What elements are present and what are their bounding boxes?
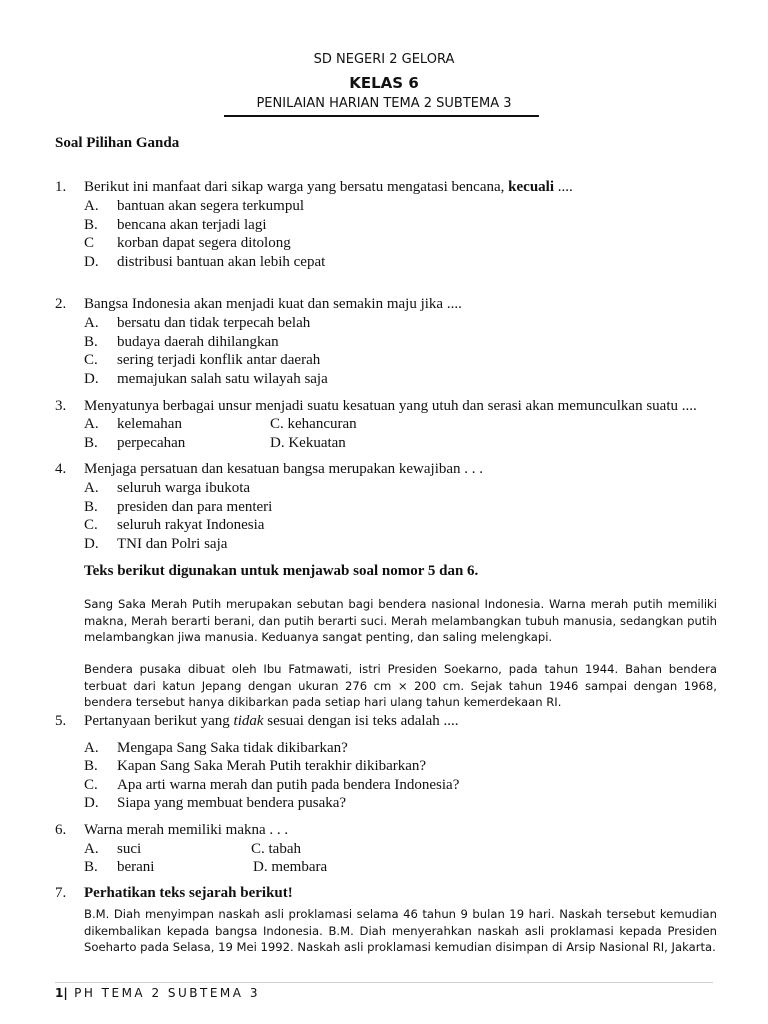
option-letter: B. (84, 217, 98, 233)
question-4 (55, 461, 483, 478)
option-text: seluruh rakyat Indonesia (117, 517, 265, 533)
option-text: perpecahan (117, 435, 186, 451)
option-letter: D. (84, 795, 99, 811)
option-2a (84, 315, 310, 332)
option-text: TNI dan Polri saja (117, 536, 228, 552)
question-tail: sesuai dengan isi teks adalah .... (263, 713, 459, 729)
option-letter: A. (84, 315, 99, 331)
option-letter: D. (84, 254, 99, 270)
option-1c (84, 235, 291, 252)
option-text: Siapa yang membuat bendera pusaka? (117, 795, 347, 811)
option-text: korban dapat segera ditolong (117, 235, 291, 251)
question-text: Pertanyaan berikut yang (84, 713, 234, 729)
option-5d (84, 795, 346, 812)
option-letter: A. (84, 198, 99, 214)
question-number: 4. (55, 461, 67, 477)
option-4d (84, 536, 227, 553)
question-number: 5. (55, 713, 67, 729)
option-text: seluruh warga ibukota (117, 480, 251, 496)
option-letter: A. (84, 480, 99, 496)
option-text: berani (117, 859, 155, 875)
option-1a (84, 198, 304, 215)
option-2d (84, 371, 328, 388)
passage-paragraph-1: Sang Saka Merah Putih merupakan sebutan bagi bendera nasional Indonesia. Warna merah putih memiliki makna, Merah berarti berani, dan putih berarti suci. Merah melambangkan tubuh manusia, sedangkan putih melambangkan jiwa manusia. Keduanya sangat penting, dan saling melengkapi. (84, 597, 717, 644)
footer-label: PH TEMA 2 SUBTEMA 3 (74, 986, 260, 1000)
option-letter: B. (84, 758, 98, 774)
option-6c: C. tabah (251, 841, 301, 857)
option-text: Apa arti warna merah dan putih pada bendera Indonesia? (117, 777, 460, 793)
footer-divider (55, 982, 713, 983)
page-footer (55, 986, 260, 1000)
option-5b (84, 758, 426, 775)
option-text: bencana akan terjadi lagi (117, 217, 267, 233)
question-7 (55, 885, 293, 902)
option-4b (84, 499, 272, 516)
option-6d: D. membara (253, 859, 328, 875)
option-text: Kapan Sang Saka Merah Putih terakhir dikibarkan? (117, 758, 427, 774)
option-letter: C. (84, 352, 98, 368)
option-letter: D. (84, 536, 99, 552)
option-6b (84, 859, 154, 876)
class-title: KELAS 6 (349, 74, 419, 92)
option-2c (84, 352, 320, 369)
question-5 (55, 713, 458, 730)
option-text: distribusi bantuan akan lebih cepat (117, 254, 326, 270)
option-5a (84, 740, 348, 757)
question-text: Perhatikan teks sejarah berikut! (84, 885, 293, 901)
option-letter: B. (84, 435, 98, 451)
option-6a (84, 841, 141, 858)
option-letter: A. (84, 740, 99, 756)
question-emphasis: tidak (233, 713, 264, 729)
history-passage: B.M. Diah menyimpan naskah asli proklamasi selama 46 tahun 9 bulan 19 hari. Naskah tersebut kemudian dikembalikan kepada bangsa Indonesia. B.M. Diah menyerahkan naskah asli proklamasi kepada Presiden Soeharto pada Selasa, 19 Mei 1992. Naskah asli proklamasi kemudian disimpan di Arsip Nasional RI, Jakarta. (84, 907, 717, 954)
question-number: 2. (55, 296, 67, 312)
option-letter: A. (84, 841, 99, 857)
option-text: bantuan akan segera terkumpul (117, 198, 305, 214)
question-emphasis: kecuali (508, 179, 554, 195)
section-title: Soal Pilihan Ganda (55, 135, 180, 151)
option-letter: C. (84, 517, 98, 533)
question-number: 3. (55, 398, 67, 414)
option-3b (84, 435, 185, 452)
question-text: Menjaga persatuan dan kesatuan bangsa merupakan kewajiban . . . (84, 461, 484, 477)
page-number: 1 (55, 986, 64, 1000)
option-4c (84, 517, 264, 534)
option-text: presiden dan para menteri (117, 499, 273, 515)
question-text: Warna merah memiliki makna . . . (84, 822, 289, 838)
option-letter: D. (84, 371, 99, 387)
question-3 (55, 398, 697, 415)
question-number: 1. (55, 179, 67, 195)
exam-title: PENILAIAN HARIAN TEMA 2 SUBTEMA 3 (256, 96, 512, 111)
passage-paragraph-2: Bendera pusaka dibuat oleh Ibu Fatmawati, istri Presiden Soekarno, pada tahun 1944. Bahan bendera terbuat dari katun Jepang dengan ukuran 276 cm × 200 cm. Sejak tahun 1946 sampai dengan 1968, bendera tersebut hanya dikibarkan pada setiap hari ulang tahun kemerdekaan RI. (84, 662, 717, 709)
option-letter: C. (84, 777, 98, 793)
option-text: kelemahan (117, 416, 182, 432)
option-text: bersatu dan tidak terpecah belah (117, 315, 311, 331)
option-text: suci (117, 841, 142, 857)
option-letter: B. (84, 334, 98, 350)
question-text: Berikut ini manfaat dari sikap warga yang bersatu mengatasi bencana, (84, 179, 509, 195)
option-text: budaya daerah dihilangkan (117, 334, 279, 350)
option-text: memajukan salah satu wilayah saja (117, 371, 328, 387)
question-number: 6. (55, 822, 67, 838)
option-letter: B. (84, 499, 98, 515)
option-4a (84, 480, 250, 497)
option-3a (84, 416, 182, 433)
option-1d (84, 254, 325, 271)
option-letter: B. (84, 859, 98, 875)
option-letter: C (84, 235, 95, 251)
footer-separator: | (63, 986, 68, 1000)
option-letter: A. (84, 416, 99, 432)
question-1 (55, 179, 573, 196)
option-1b (84, 217, 267, 234)
option-text: Mengapa Sang Saka tidak dikibarkan? (117, 740, 348, 756)
option-3d: D. Kekuatan (270, 435, 346, 451)
option-2b (84, 334, 279, 351)
reading-instruction: Teks berikut digunakan untuk menjawab soal nomor 5 dan 6. (84, 563, 479, 579)
header-divider (224, 115, 539, 117)
option-text: sering terjadi konflik antar daerah (117, 352, 321, 368)
option-3c: C. kehancuran (270, 416, 357, 432)
question-number: 7. (55, 885, 67, 901)
school-name: SD NEGERI 2 GELORA (313, 52, 455, 67)
option-5c (84, 777, 459, 794)
question-text: Menyatunya berbagai unsur menjadi suatu kesatuan yang utuh dan serasi akan memunculkan suatu .... (84, 398, 697, 414)
question-tail: .... (554, 179, 573, 195)
question-6 (55, 822, 288, 839)
question-2 (55, 296, 462, 313)
question-text: Bangsa Indonesia akan menjadi kuat dan semakin maju jika .... (84, 296, 462, 312)
